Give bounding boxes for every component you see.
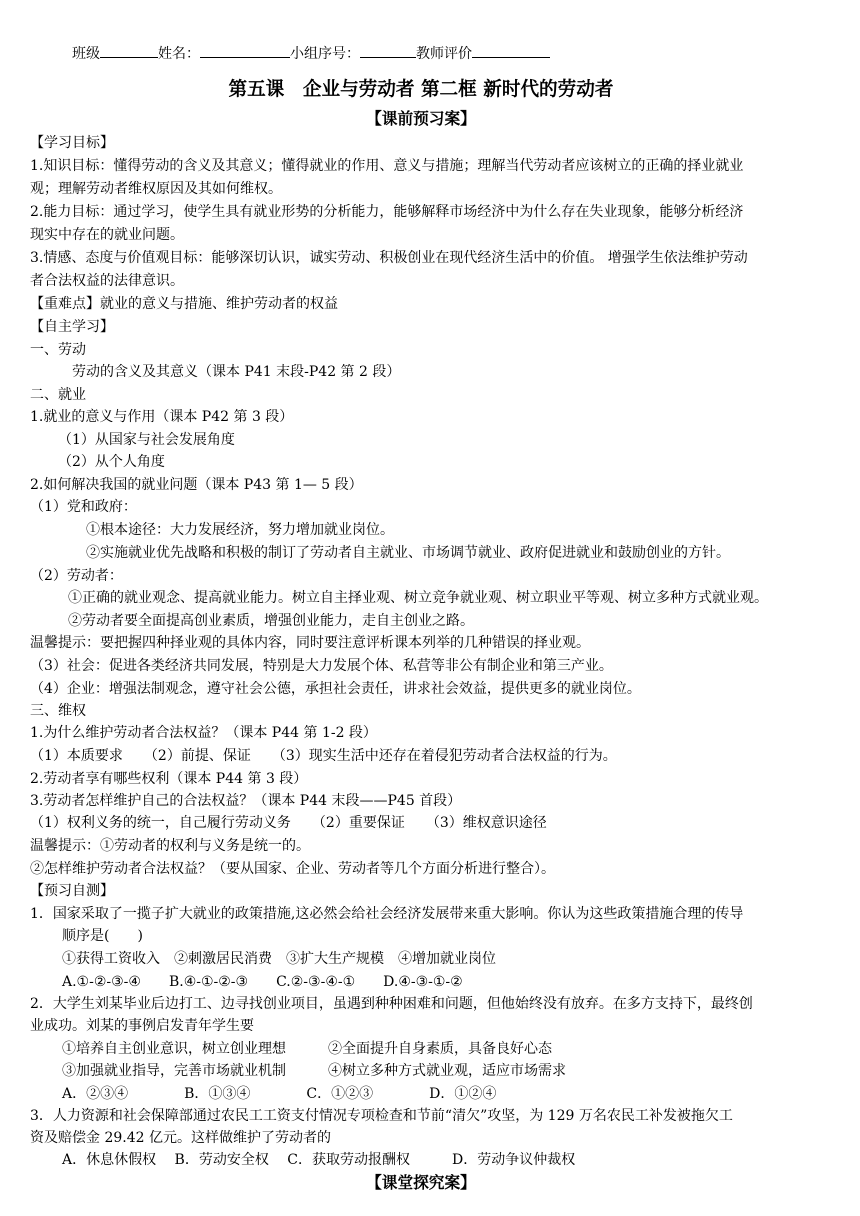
self-study-heading: 【自主学习】 — [30, 319, 114, 335]
employment-personal: （2）从个人角度 — [58, 454, 165, 470]
goal-ability-line1: 2.能力目标：通过学习，使学生具有就业形势的分析能力，能够解释市场经济中为什么存在失业现象，能够分析经济 — [30, 204, 744, 220]
question-2-options[interactable]: A．②③④ B．①③④ C．①②③ D．①②④ — [62, 1086, 497, 1102]
section-class-heading: 【课堂探究案】 — [366, 1173, 476, 1192]
workers-concept: ①正确的就业观念、提高就业能力。树立自主择业观、树立竞争就业观、树立职业平等观、树立多种方式就业观。 — [68, 590, 768, 606]
workers-entrepreneurship: ②劳动者要全面提高创业素质，增强创业能力，走自主创业之路。 — [68, 613, 474, 629]
section-labor: 一、劳动 — [30, 342, 86, 358]
question-2-line1: 2．大学生刘某毕业后边打工、边寻找创业项目，虽遇到种种困难和问题，但他始终没有放弃。在多方支持下，最终创 — [30, 996, 753, 1012]
employment-solution: 2.如何解决我国的就业问题（课本 P43 第 1— 5 段） — [30, 477, 363, 493]
question-3-line1: 3．人力资源和社会保障部通过农民工工资支付情况专项检查和节前“清欠”攻坚，为 129 万名农民工补发被拖欠工 — [30, 1108, 733, 1124]
goals-heading: 【学习目标】 — [30, 135, 114, 151]
section-preview-heading: 【课前预习案】 — [366, 109, 476, 128]
question-3-line2: 资及赔偿金 29.42 亿元。这样做维护了劳动者的 — [30, 1130, 331, 1146]
question-2-line2: 业成功。刘某的事例启发青年学生要 — [30, 1018, 254, 1034]
question-2-items-a: ①培养自主创业意识，树立创业理想 ②全面提升自身素质，具备良好心态 — [62, 1041, 552, 1057]
goal-values-line2: 者合法权益的法律意识。 — [30, 273, 184, 289]
class-label: 班级 — [72, 46, 100, 62]
name-blank[interactable] — [200, 42, 290, 58]
rights-how-points: （1）权利义务的统一，自己履行劳动义务 （2）重要保证 （3）维权意识途径 — [30, 815, 547, 831]
question-1-items: ①获得工资收入 ②刺激居民消费 ③扩大生产规模 ④增加就业岗位 — [62, 951, 496, 967]
goal-values-line1: 3.情感、态度与价值观目标：能够深切认识，诚实劳动、积极创业在现代经济生活中的价值。 增强学生依法维护劳动 — [30, 250, 748, 266]
class-blank[interactable] — [100, 42, 158, 58]
solution-society: （3）社会：促进各类经济共同发展，特别是大力发展个体、私营等非公有制企业和第三产业。 — [30, 658, 613, 674]
goal-knowledge-line1: 1.知识目标：懂得劳动的含义及其意义；懂得就业的作用、意义与措施；理解当代劳动者应该树立的正确的择业就业 — [30, 158, 744, 174]
self-test-heading: 【预习自测】 — [30, 883, 114, 899]
rights-why-points: （1）本质要求 （2）前提、保证 （3）现实生活中还存在着侵犯劳动者合法权益的行为。 — [30, 748, 617, 764]
group-label: 小组序号： — [290, 46, 360, 62]
section-employment: 二、就业 — [30, 387, 86, 403]
rights-how: 3.劳动者怎样维护自己的合法权益？（课本 P44 末段——P45 首段） — [30, 793, 462, 809]
rights-what: 2.劳动者享有哪些权利（课本 P44 第 3 段） — [30, 771, 308, 787]
labor-meaning: 劳动的含义及其意义（课本 P41 末段-P42 第 2 段） — [72, 364, 401, 380]
gov-fundamental-way: ①根本途径：大力发展经济，努力增加就业岗位。 — [86, 522, 394, 538]
tip-rights-integration: ②怎样维护劳动者合法权益？（要从国家、企业、劳动者等几个方面分析进行整合）。 — [30, 861, 555, 877]
tip-rights-unity: 温馨提示：①劳动者的权利与义务是统一的。 — [30, 838, 310, 854]
tip-career-views: 温馨提示：要把握四种择业观的具体内容，同时要注意评析课本列举的几种错误的择业观。 — [30, 635, 590, 651]
solution-enterprise: （4）企业：增强法制观念，遵守社会公德，承担社会责任，讲求社会效益，提供更多的就业岗位。 — [30, 681, 641, 697]
key-points: 【重难点】就业的意义与措施、维护劳动者的权益 — [30, 296, 338, 312]
employment-national: （1）从国家与社会发展角度 — [58, 432, 235, 448]
teacher-label: 教师评价 — [416, 46, 472, 62]
solution-government: （1）党和政府： — [30, 499, 137, 515]
employment-significance: 1.就业的意义与作用（课本 P42 第 3 段） — [30, 409, 294, 425]
question-1-line2: 顺序是( ) — [62, 928, 143, 944]
goal-knowledge-line2: 观；理解劳动者维权原因及其如何维权。 — [30, 181, 282, 197]
question-1-line1: 1．国家采取了一揽子扩大就业的政策措施,这必然会给社会经济发展带来重大影响。你认为这些政策措施合理的传导 — [30, 906, 744, 922]
question-1-options[interactable]: A.①-②-③-④ B.④-①-②-③ C.②-③-④-① D.④-③-①-② — [62, 974, 463, 990]
group-blank[interactable] — [360, 42, 416, 58]
gov-strategy: ②实施就业优先战略和积极的制订了劳动者自主就业、市场调节就业、政府促进就业和鼓励创业的方针。 — [86, 545, 730, 561]
teacher-blank[interactable] — [472, 42, 550, 58]
section-rights: 三、维权 — [30, 703, 86, 719]
goal-ability-line2: 现实中存在的就业问题。 — [30, 227, 184, 243]
question-3-options[interactable]: A．休息休假权 B．劳动安全权 C．获取劳动报酬权 D．劳动争议仲裁权 — [62, 1152, 576, 1168]
rights-why: 1.为什么维护劳动者合法权益？（课本 P44 第 1-2 段） — [30, 725, 377, 741]
lesson-title: 第五课 企业与劳动者 第二框 新时代的劳动者 — [228, 78, 614, 100]
question-2-items-b: ③加强就业指导，完善市场就业机制 ④树立多种方式就业观，适应市场需求 — [62, 1063, 566, 1079]
solution-workers: （2）劳动者： — [30, 568, 123, 584]
header-fields — [72, 42, 550, 64]
name-label: 姓名： — [158, 46, 200, 62]
